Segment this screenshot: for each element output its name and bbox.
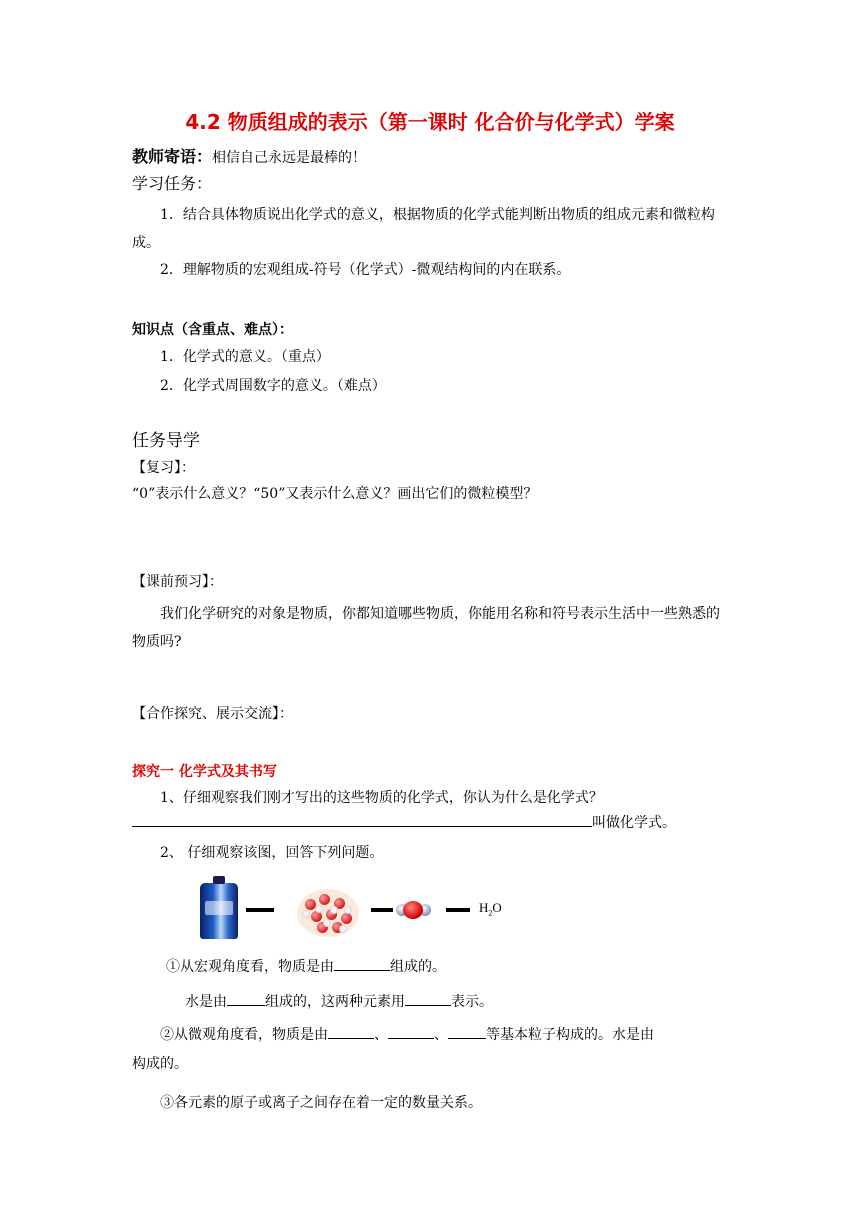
oxygen-atom — [403, 901, 423, 919]
review-question: “0”表示什么意义？“50”又表示什么意义？画出它们的微粒模型？ — [132, 486, 538, 502]
guide-heading: 任务导学 — [132, 431, 200, 451]
explore1-q2: 2、 仔细观察该图，回答下列问题。 — [160, 845, 384, 861]
answer-1b: 水是由 组成的，这两种元素用 表示。 — [185, 991, 493, 1013]
preview-text: 我们化学研究的对象是物质，你都知道哪些物质，你能用名称和符号表示生活中一些熟悉的物质吗? — [132, 606, 720, 650]
knowledge-item-1: 1．化学式的意义。（重点） — [160, 349, 330, 365]
answer-blank[interactable] — [405, 991, 451, 1006]
answer-2: ②从微观角度看，物质是由 、 、 等基本粒子构成的。水是由 — [160, 1024, 654, 1046]
answer-blank[interactable] — [334, 956, 390, 971]
dash-2 — [371, 908, 393, 912]
answer-blank[interactable] — [448, 1024, 486, 1039]
teacher-words — [132, 146, 366, 169]
task-item-1: 1．结合具体物质说出化学式的意义，根据物质的化学式能判断出物质的组成元素和微粒构成。 — [132, 207, 715, 251]
explore1-q1: 1、仔细观察我们刚才写出的这些物质的化学式，你认为什么是化学式？ — [160, 790, 603, 806]
coop-label: 【合作探究、展示交流】： — [132, 706, 293, 722]
knowledge-item-2: 2．化学式周围数字的意义。（难点） — [160, 378, 386, 394]
answer-blank[interactable] — [328, 1024, 374, 1039]
formula-h2o: $H_2O$ — [479, 900, 502, 918]
answer-blank[interactable] — [388, 1024, 434, 1039]
tasks-heading: 学习任务： — [132, 174, 213, 193]
answer-2-line2: 构成的。 — [132, 1056, 188, 1072]
page-title: 4.2 物质组成的表示（第一课时 化合价与化学式）学案 — [185, 110, 675, 134]
review-label: 【复习】： — [132, 460, 195, 476]
answer-3: ③各元素的原子或离子之间存在着一定的数量关系。 — [160, 1095, 482, 1111]
water-bottle-image — [200, 883, 238, 939]
explore1-heading: 探究一 化学式及其书写 — [132, 764, 277, 780]
water-molecules-image — [297, 889, 359, 937]
teacher-words-text: 相信自己永远是最棒的！ — [212, 150, 367, 166]
preview-label: 【课前预习】： — [132, 574, 223, 590]
answer-blank[interactable] — [132, 812, 592, 827]
knowledge-heading: 知识点（含重点、难点）： — [132, 322, 293, 338]
answer-blank[interactable] — [227, 991, 265, 1006]
answer-1: ①从宏观角度看，物质是由 组成的。 — [166, 956, 446, 978]
task-item-2: 2．理解物质的宏观组成-符号（化学式）-微观结构间的内在联系。 — [160, 262, 571, 278]
teacher-words-label: 教师寄语： — [132, 147, 213, 166]
dash-3 — [446, 908, 470, 912]
explore1-q1-tail: 叫做化学式。 — [592, 815, 676, 831]
dash-1 — [246, 908, 274, 912]
explore1-q1-line — [132, 812, 676, 834]
